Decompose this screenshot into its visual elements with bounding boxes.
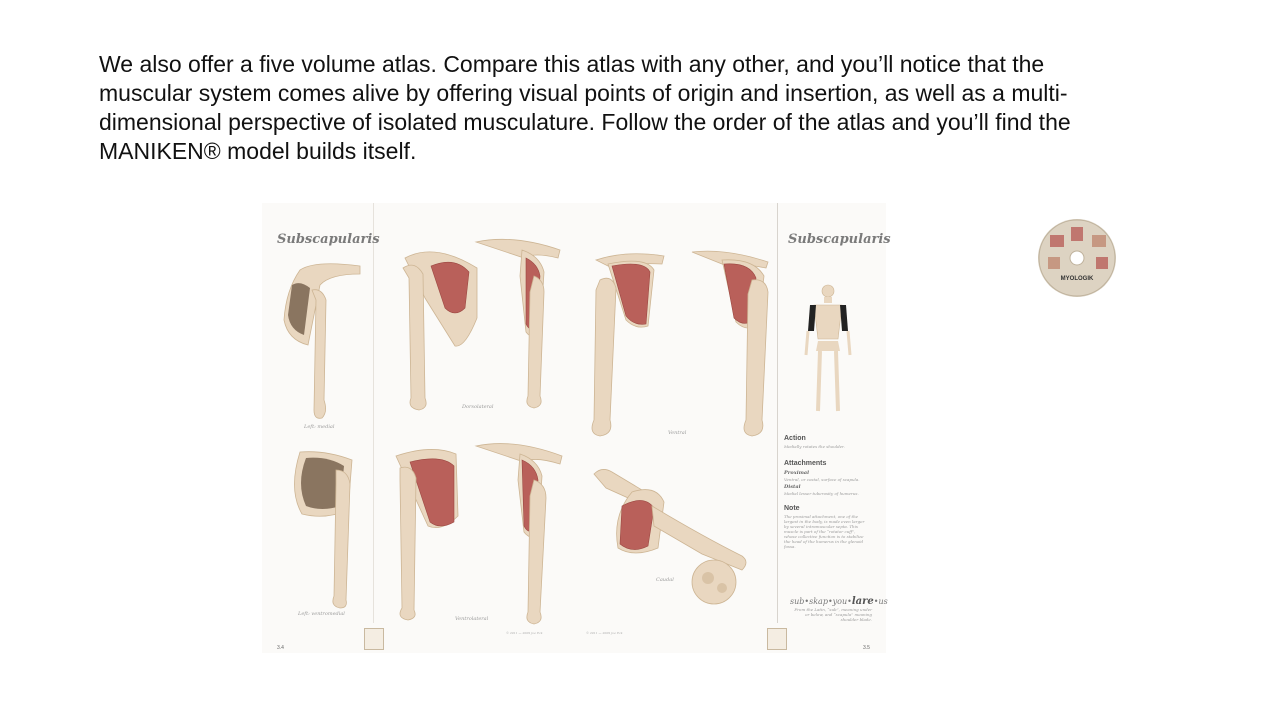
left-page-title: Subscapularis xyxy=(277,232,380,247)
sidebar-proximal-label: Proximal xyxy=(784,470,810,476)
caption-left-ventromedial: Left: ventromedial xyxy=(298,611,345,617)
caption-caudal: Caudal xyxy=(656,577,674,583)
sidebar-distal-text: Medial lesser tuberosity of humerus. xyxy=(784,491,859,496)
cd-disc xyxy=(1038,219,1116,297)
page-number-left: 3.4 xyxy=(277,645,284,651)
paragraph-line-4: MANIKEN® model builds itself. xyxy=(99,138,417,164)
pronunciation xyxy=(790,596,888,607)
sidebar-attachments-heading: Attachments xyxy=(784,460,827,467)
skeleton-thumbnail xyxy=(802,283,854,415)
caption-ventral: Ventral xyxy=(668,430,687,436)
hand-logo-left xyxy=(364,628,384,650)
caption-ventrolateral: Ventrolateral xyxy=(455,616,489,622)
paragraph-line-3: dimensional perspective of isolated musculature. Follow the order of the atlas and you’ll find the xyxy=(99,109,1071,135)
figure-caudal xyxy=(592,466,762,616)
pron-stress: lare xyxy=(851,596,874,607)
sidebar-note-text: The proximal attachment, one of the largest in the body, is made even larger by several intramuscular septa. This muscle is part of the “rotator cuff”, whose collective function is to stabilize the head of the humerus in the glenoid fossa. xyxy=(784,514,865,549)
page-divider xyxy=(373,203,374,623)
cd-label: MYOLOGIK xyxy=(1060,276,1094,282)
figure-left-ventromedial xyxy=(286,450,356,610)
figure-left-medial xyxy=(280,260,370,425)
caption-dorsolateral: Dorsolateral xyxy=(462,404,494,410)
sidebar-action-text: Medially rotates the shoulder. xyxy=(784,444,845,449)
gutter-divider xyxy=(777,203,778,623)
figure-ventrolateral xyxy=(392,446,472,621)
page-number-right: 3.5 xyxy=(863,645,870,651)
caption-left-medial: Left: medial xyxy=(304,424,335,430)
sidebar-note-heading: Note xyxy=(784,505,800,512)
figure-lateral xyxy=(474,236,564,411)
slide-paragraph xyxy=(99,50,1179,166)
sidebar-action-heading: Action xyxy=(784,435,806,442)
paragraph-line-1: We also offer a five volume atlas. Compare this atlas with any other, and you’ll notice that the xyxy=(99,51,1045,77)
copyright-right: © 2011 — 2009 Joe Eck xyxy=(586,631,623,635)
pron-post: •us xyxy=(873,597,888,606)
figure-ventral xyxy=(586,250,776,440)
figure-dorsolateral xyxy=(395,238,485,413)
pron-pre: sub•skap•you• xyxy=(790,597,852,606)
sidebar-distal-label: Distal xyxy=(784,484,801,490)
paragraph-line-2: muscular system comes alive by offering visual points of origin and insertion, as well as a multi- xyxy=(99,80,1068,106)
hand-logo-right xyxy=(767,628,787,650)
copyright-left: © 2011 — 2009 Joe Eck xyxy=(506,631,543,635)
figure-lateral-lower xyxy=(474,440,564,625)
cd-artwork xyxy=(1038,219,1116,297)
right-page-title: Subscapularis xyxy=(788,232,891,247)
sidebar-proximal-text: Ventral, or costal, surface of scapula. xyxy=(784,477,860,482)
etymology-text: From the Latin, “sub”, meaning under or below, and “scapula” meaning shoulder blade. xyxy=(794,607,872,622)
